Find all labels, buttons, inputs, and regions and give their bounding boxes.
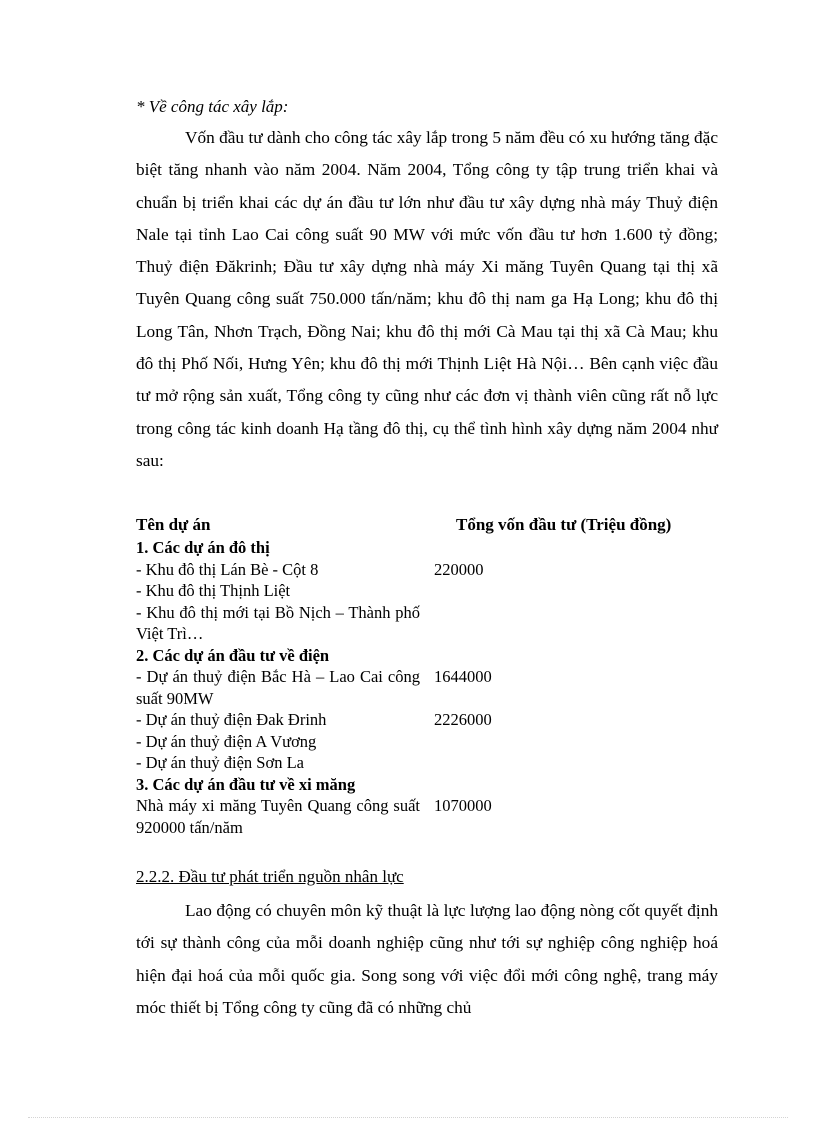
- project-name: - Khu đô thị Lán Bè - Cột 8: [136, 559, 319, 579]
- table-row: [136, 795, 696, 838]
- table-group-title: 2. Các dự án đầu tư về điện: [136, 645, 330, 665]
- table-group-title: 1. Các dự án đô thị: [136, 538, 270, 557]
- page-footer-divider: [28, 1117, 788, 1118]
- project-name: - Dự án thuỷ điện Sơn La: [136, 753, 304, 772]
- table-row: [136, 709, 696, 731]
- table-row: [136, 559, 696, 581]
- project-name: - Dự án thuỷ điện Đak Đrinh: [136, 710, 327, 729]
- table-row: [136, 752, 696, 774]
- investment-table: [136, 537, 696, 838]
- table-row: [136, 666, 696, 709]
- construction-paragraph: Vốn đầu tư dành cho công tác xây lắp trong 5 năm đều có xu hướng tăng đặc biệt tăng nhanh vào năm 2004. Năm 2004, Tổng công ty tập trung triển khai và chuẩn bị triển khai các dự án đầu tư lớn như đầu tư xây dựng nhà máy Thuỷ điện Nale tại tỉnh Lao Cai công suất 90 MW với mức vốn đầu tư hơn 1.600 tỷ đồng; Thuỷ điện Đăkrinh; Đầu tư xây dựng nhà máy Xi măng Tuyên Quang tại thị xã Tuyên Quang công suất 750.000 tấn/năm; khu đô thị nam ga Hạ Long; khu đô thị Long Tân, Nhơn Trạch, Đồng Nai; khu đô thị mới Cà Mau tại thị xã Cà Mau; khu đô thị Phố Nối, Hưng Yên; khu đô thị mới Thịnh Liệt Hà Nội… Bên cạnh việc đầu tư mở rộng sản xuất, Tổng công ty cũng như các đơn vị thành viên cũng rất nỗ lực trong công tác kinh doanh Hạ tầng đô thị, cụ thể tình hình xây dựng năm 2004 như sau:: [136, 128, 718, 470]
- project-investment: 220000: [434, 559, 484, 579]
- project-investment: 2226000: [434, 710, 492, 729]
- project-name: - Khu đô thị mới tại Bồ Nịch – Thành phố Việt Trì…: [136, 602, 420, 643]
- table-row: [136, 731, 696, 753]
- project-name: Nhà máy xi măng Tuyên Quang công suất 920000 tấn/năm: [136, 796, 420, 837]
- project-name: - Khu đô thị Thịnh Liệt: [136, 581, 291, 600]
- table-row: [136, 580, 696, 602]
- table-group-title: 3. Các dự án đầu tư về xi măng: [136, 774, 356, 794]
- section-title: 2.2.2. Đầu tư phát triển nguồn nhân lực: [136, 867, 404, 886]
- project-investment: 1644000: [434, 667, 492, 686]
- human-resources-paragraph: Lao động có chuyên môn kỹ thuật là lực lượng lao động nòng cốt quyết định tới sự thành công của mỗi doanh nghiệp cũng như tới sự nghiệp công nghiệp hoá hiện đại hoá của mỗi quốc gia. Song song với việc đổi mới công nghệ, trang máy móc thiết bị Tổng công ty cũng đã có những chủ: [136, 901, 718, 1017]
- table-row: [136, 602, 696, 645]
- construction-heading: * Về công tác xây lắp:: [136, 97, 289, 116]
- project-name: - Dự án thuỷ điện A Vương: [136, 731, 317, 751]
- project-investment: 1070000: [434, 796, 492, 815]
- table-header-investment: Tổng vốn đầu tư (Triệu đồng): [456, 515, 672, 534]
- project-name: - Dự án thuỷ điện Bắc Hà – Lao Cai công suất 90MW: [136, 667, 420, 708]
- table-header-project-name: Tên dự án: [136, 515, 211, 534]
